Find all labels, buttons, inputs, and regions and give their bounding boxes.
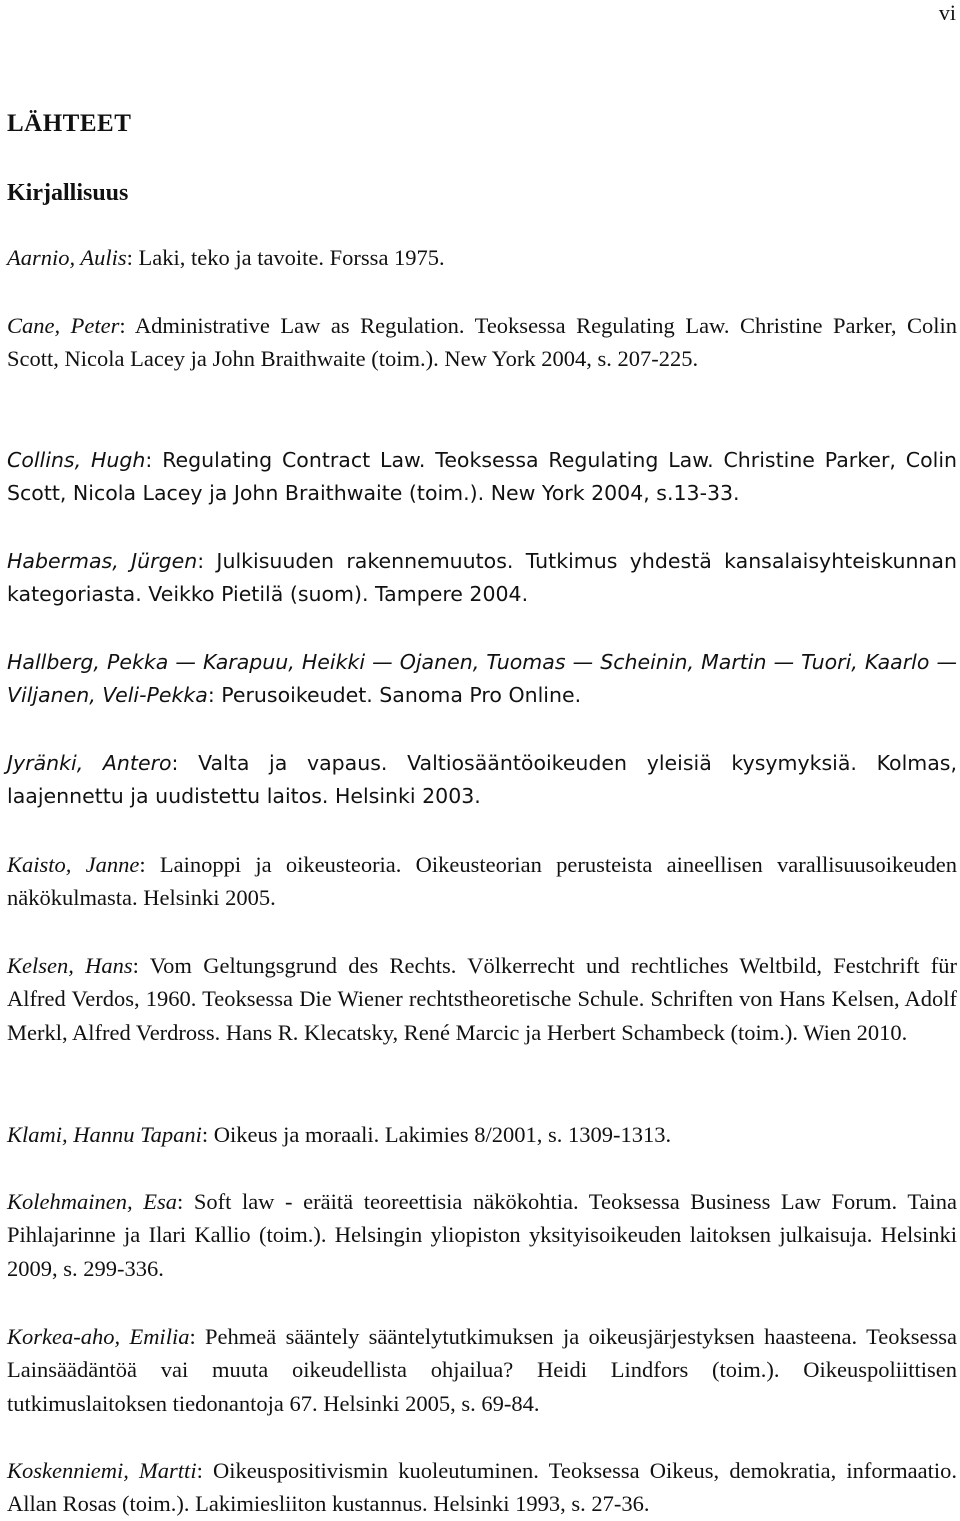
reference-details: : Lainoppi ja oikeusteoria. Oikeusteorian perusteista aineellisen varallisuusoikeuden näkökulmasta. Helsinki 2005. [7,852,957,911]
reference-entry [7,1185,957,1285]
reference-author: Cane, Peter [7,313,120,338]
reference-author: Jyränki, Antero [7,751,172,775]
reference-details: : Valta ja vapaus. Valtiosääntöoikeuden yleisiä kysymyksiä. Kolmas, laajennettu ja uudistettu laitos. Helsinki 2003. [7,751,957,809]
reference-entry [7,848,957,915]
page-number: vi [938,0,956,25]
reference-entry [7,747,957,814]
reference-author: Kolehmainen, Esa [7,1189,177,1214]
reference-details: : Julkisuuden rakennemuutos. Tutkimus yhdestä kansalaisyhteiskunnan kategoriasta. Veikko Pietilä (suom). Tampere 2004. [7,549,957,607]
reference-author: Klami, Hannu Tapani [7,1122,202,1147]
reference-details: : Laki, teko ja tavoite. Forssa 1975. [126,245,445,270]
reference-details: : Oikeuspositivismin kuoleutuminen. Teoksessa Oikeus, demokratia, informaatio. Allan Rosas (toim.). Lakimiesliiton kustannus. Helsinki 1993, s. 27-36. [7,1458,957,1517]
reference-entry [7,1454,957,1521]
reference-entry [7,646,957,713]
reference-author: Collins, Hugh [7,448,146,472]
reference-entry [7,444,957,511]
reference-entry [7,1320,957,1420]
section-heading: Kirjallisuus [7,180,129,206]
reference-entry [7,241,957,274]
page-heading: LÄHTEET [7,110,132,137]
reference-entry [7,1118,957,1151]
reference-author: Aarnio, Aulis [7,245,127,270]
reference-entry [7,309,957,376]
reference-author: Kelsen, Hans [7,953,133,978]
reference-author: Korkea-aho, Emilia [7,1324,190,1349]
reference-entry [7,545,957,612]
reference-author: Koskenniemi, Martti [7,1458,197,1483]
reference-details: : Administrative Law as Regulation. Teoksessa Regulating Law. Christine Parker, Colin Scott, Nicola Lacey ja John Braithwaite (toim.). New York 2004, s. 207-225. [7,313,957,372]
reference-details: : Soft law - eräitä teoreettisia näkökohtia. Teoksessa Business Law Forum. Taina Pihlajarinne ja Ilari Kallio (toim.). Helsingin yliopiston yksityisoikeuden laitoksen julkaisuja. Helsinki 2009, s. 299-336. [7,1189,957,1281]
reference-author: Kaisto, Janne [7,852,140,877]
reference-author: Hallberg, Pekka — Karapuu, Heikki — Ojanen, Tuomas — Scheinin, Martin — Tuori, Kaarlo — Viljanen, Veli-Pekka [7,650,957,708]
reference-details: : Vom Geltungsgrund des Rechts. Völkerrecht und rechtliches Weltbild, Festchrift für Alfred Verdos, 1960. Teoksessa Die Wiener rechtstheoretische Schule. Schriften von Hans Kelsen, Adolf Merkl, Alfred Verdross. Hans R. Klecatsky, René Marcic ja Herbert Schambeck (toim.). Wien 2010. [7,953,957,1045]
reference-entry [7,949,957,1049]
reference-details: : Oikeus ja moraali. Lakimies 8/2001, s. 1309-1313. [201,1122,672,1147]
reference-author: Habermas, Jürgen [7,549,198,573]
reference-details: : Pehmeä sääntely sääntelytutkimuksen ja oikeusjärjestyksen haasteena. Teoksessa Lainsäädäntöä vai muuta oikeudellista ohjailua? Heidi Lindfors (toim.). Oikeuspoliittisen tutkimuslaitoksen tiedonantoja 67. Helsinki 2005, s. 69-84. [7,1324,958,1416]
reference-details: : Regulating Contract Law. Teoksessa Regulating Law. Christine Parker, Colin Scott, Nicola Lacey ja John Braithwaite (toim.). New York 2004, s.13-33. [7,448,958,506]
reference-details: : Perusoikeudet. Sanoma Pro Online. [207,683,582,708]
